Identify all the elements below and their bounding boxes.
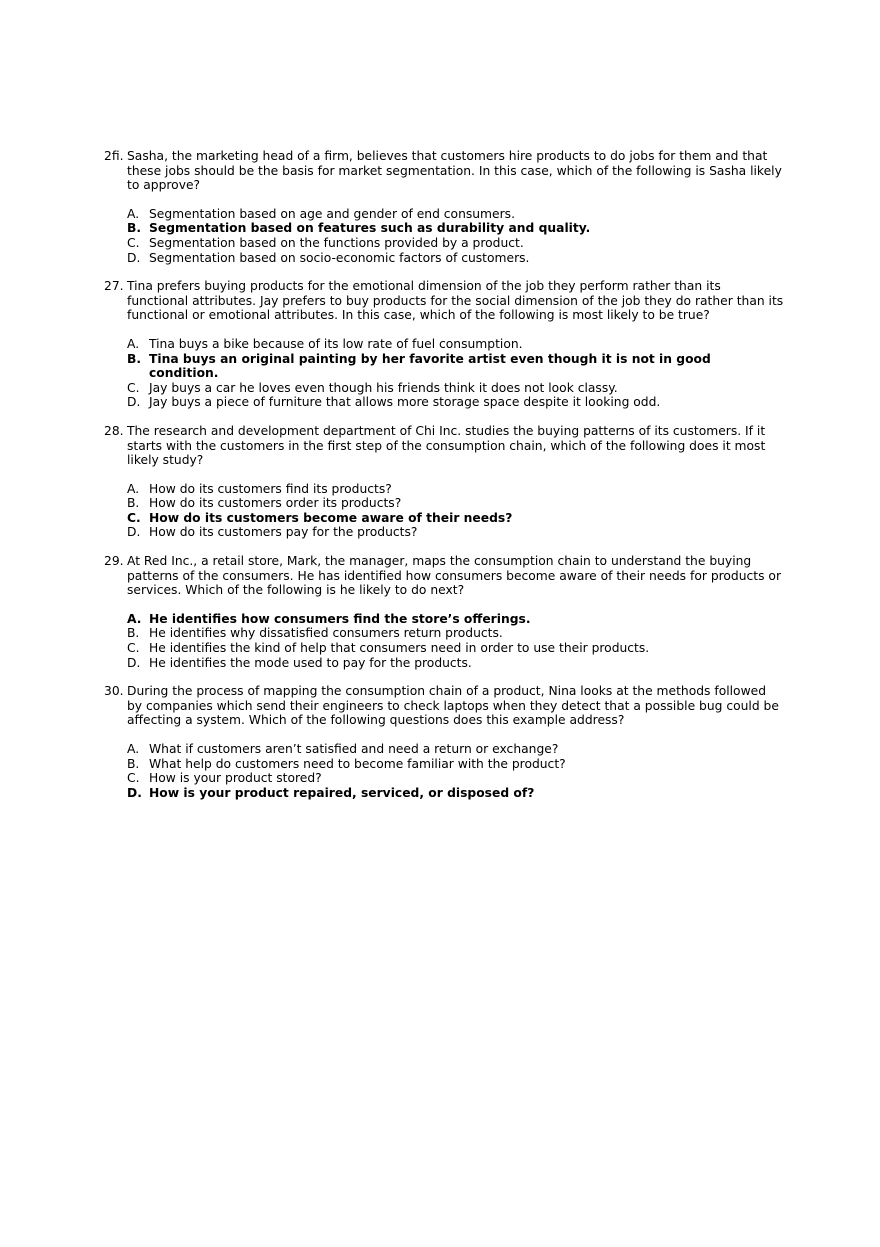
option-a-correct [127,612,784,627]
option-text: He identifies the mode used to pay for the products. [149,655,472,670]
option-c [127,641,784,656]
question-text: At Red Inc., a retail store, Mark, the manager, maps the consumption chain to understand the buying patterns of the consumers. He has identified how consumers become aware of their needs for products or services. Which of the following is he likely to do next? [127,554,782,598]
question-text: Tina prefers buying products for the emotional dimension of the job they perform rather than its functional attributes. Jay prefers to buy products for the social dimension of the job they do rather than its functional or emotional attributes. In this case, which of the following is most likely to be true? [127,279,784,323]
option-text: How do its customers find its products? [149,481,392,496]
quiz-page [104,149,784,800]
question-text: During the process of mapping the consumption chain of a product, Nina looks at the methods followed by companies which send their engineers to check laptops when they detect that a possible bug could be affecting a system. Which of the following questions does this example address? [127,684,779,728]
option-text: What help do customers need to become familiar with the product? [149,756,566,771]
option-b-correct [127,352,784,381]
option-letter: C. [127,235,140,250]
option-d [127,395,784,410]
question-27 [104,279,784,410]
question-text: The research and development department of Chi Inc. studies the buying patterns of its customers. If it starts with the customers in the first step of the consumption chain, which of the following does it most likely study? [127,423,766,468]
option-a [127,482,784,497]
question-28 [104,424,784,540]
option-text: Segmentation based on the functions provided by a product. [149,235,524,250]
answer-options [127,337,784,410]
option-letter: D. [127,395,141,410]
question-26 [104,149,784,265]
answer-options [127,207,784,265]
option-c [127,771,784,786]
option-text: Segmentation based on age and gender of end consumers. [149,206,515,221]
option-text: He identifies why dissatisfied consumers return products. [149,626,503,641]
question-number: 28. [104,423,124,438]
option-text: Jay buys a piece of furniture that allows more storage space despite it looking odd. [149,395,661,410]
question-text: Sasha, the marketing head of a firm, believes that customers hire products to do jobs for them and that these jobs should be the basis for market segmentation. In this case, which of the following is Sasha likely to approve? [127,149,782,193]
option-text: What if customers aren’t satisfied and need a return or exchange? [149,742,559,756]
option-text: How do its customers become aware of their needs? [149,510,513,525]
option-a [127,742,784,757]
option-letter: D. [127,525,141,540]
option-b [127,626,784,641]
option-letter: D. [127,655,141,670]
question-number: 27. [104,279,124,294]
question-number: 29. [104,554,124,569]
option-d [127,656,784,671]
option-c-correct [127,511,784,526]
option-d [127,525,784,540]
option-b-correct [127,221,784,236]
option-a [127,337,784,352]
option-letter: A. [127,611,142,626]
option-text: Jay buys a car he loves even though his friends think it does not look classy. [149,380,618,395]
option-c [127,381,784,396]
option-letter: B. [127,351,142,366]
option-text: Segmentation based on features such as durability and quality. [149,221,591,236]
option-d [127,251,784,266]
option-text: He identifies how consumers find the store’s offerings. [149,611,531,626]
option-text: Tina buys a bike because of its low rate of fuel consumption. [149,336,523,351]
option-text: How do its customers pay for the products? [149,525,418,540]
option-text: How is your product repaired, serviced, or disposed of? [149,785,535,800]
option-letter: A. [127,481,140,496]
option-letter: A. [127,742,140,756]
option-letter: B. [127,756,140,771]
option-letter: C. [127,771,140,786]
question-number: 2fi. [104,149,124,163]
option-text: Tina buys an original painting by her favorite artist even though it is not in good condition. [149,351,711,381]
option-letter: B. [127,496,140,511]
question-30 [104,684,784,800]
option-letter: A. [127,206,140,221]
answer-options [127,742,784,800]
option-d-correct [127,786,784,801]
option-b [127,757,784,772]
option-a [127,207,784,222]
question-29 [104,554,784,670]
option-letter: D. [127,785,142,800]
option-letter: A. [127,336,140,351]
option-b [127,496,784,511]
option-text: He identifies the kind of help that consumers need in order to use their products. [149,641,650,656]
option-text: How do its customers order its products? [149,496,402,511]
option-text: Segmentation based on socio-economic factors of customers. [149,250,530,265]
option-letter: C. [127,641,140,656]
option-letter: C. [127,510,141,525]
option-letter: B. [127,626,140,641]
answer-options [127,612,784,670]
option-letter: D. [127,250,141,265]
option-c [127,236,784,251]
question-number: 30. [104,684,124,699]
option-letter: B. [127,221,142,236]
option-text: How is your product stored? [149,771,322,786]
answer-options [127,482,784,540]
option-letter: C. [127,380,140,395]
